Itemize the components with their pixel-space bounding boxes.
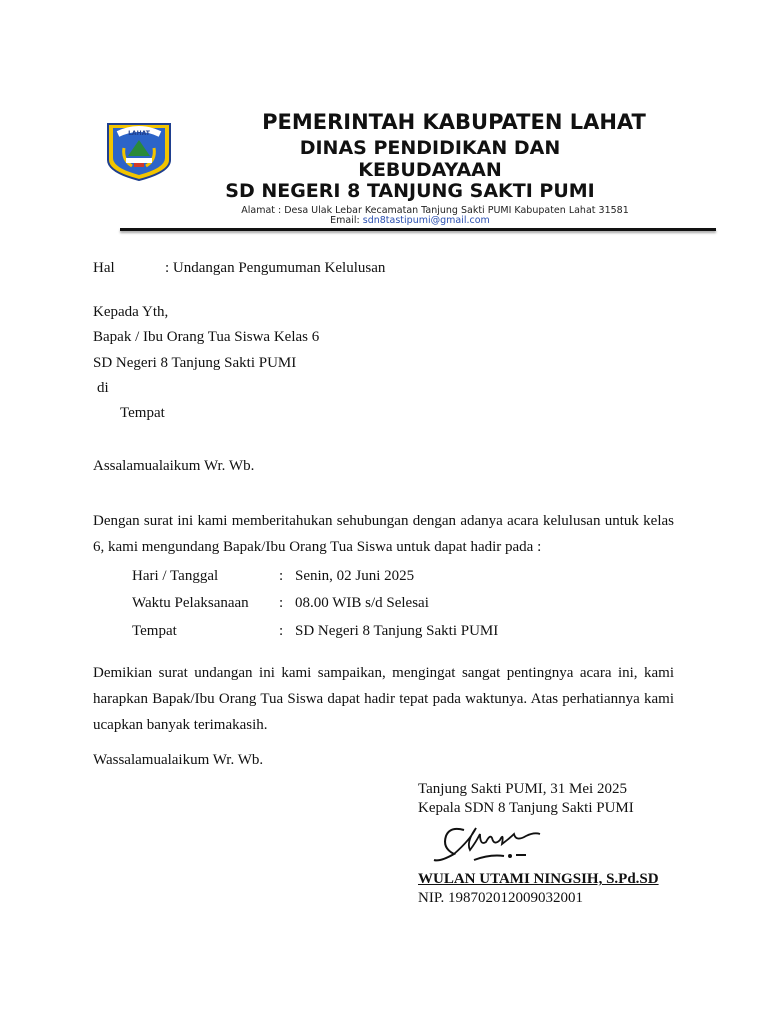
kop-school-name: SD NEGERI 8 TANJUNG SAKTI PUMI — [225, 180, 595, 202]
kop-government-line: PEMERINTAH KABUPATEN LAHAT — [262, 110, 646, 134]
signature-place-date: Tanjung Sakti PUMI, 31 Mei 2025 — [418, 781, 627, 797]
hal-label: Hal — [93, 260, 115, 276]
signatory-name: WULAN UTAMI NINGSIH, S.Pd.SD — [418, 871, 659, 887]
detail-value-date: Senin, 02 Juni 2025 — [295, 568, 415, 584]
recipient-line-3: SD Negeri 8 Tanjung Sakti PUMI — [93, 355, 297, 371]
kop-divider — [120, 228, 716, 231]
detail-label-place: Tempat — [132, 623, 177, 639]
greeting: Assalamualaikum Wr. Wb. — [93, 458, 255, 474]
body-paragraph-2: Demikian surat undangan ini kami sampaikan, mengingat sangat pentingnya acara ini, kami harapkan Bapak/Ibu Orang Tua Siswa dapat hadir tepat pada waktunya. Atas perhatiannya kami ucapkan banyak terimakasih. — [93, 665, 674, 733]
closing: Wassalamualaikum Wr. Wb. — [93, 752, 264, 768]
email-link[interactable]: sdn8tastipumi@gmail.com — [362, 215, 490, 226]
email-label: Email: — [330, 215, 360, 226]
handwritten-signature — [430, 820, 550, 868]
kop-email-line — [200, 215, 620, 226]
recipient-line-4: di — [97, 380, 109, 396]
signature-position: Kepala SDN 8 Tanjung Sakti PUMI — [418, 800, 634, 816]
detail-value-time: 08.00 WIB s/d Selesai — [295, 595, 429, 611]
regency-logo — [104, 120, 174, 182]
logo-text: LAHAT — [128, 130, 150, 137]
detail-sep-date: : — [279, 568, 284, 584]
kop-address: Alamat : Desa Ulak Lebar Kecamatan Tanjung Sakti PUMI Kabupaten Lahat 31581 — [241, 205, 629, 216]
recipient-line-2: Bapak / Ibu Orang Tua Siswa Kelas 6 — [93, 329, 320, 345]
detail-sep-place: : — [279, 623, 284, 639]
signatory-nip: NIP. 198702012009032001 — [418, 890, 584, 906]
hal-value: : Undangan Pengumuman Kelulusan — [165, 260, 386, 276]
kop-department-line: DINAS PENDIDIKAN DAN KEBUDAYAAN — [299, 137, 561, 181]
body-paragraph-1: Dengan surat ini kami memberitahukan sehubungan dengan adanya acara kelulusan untuk kelas 6, kami mengundang Bapak/Ibu Orang Tua Siswa untuk dapat hadir pada : — [93, 513, 674, 555]
detail-label-time: Waktu Pelaksanaan — [132, 595, 249, 611]
detail-value-place: SD Negeri 8 Tanjung Sakti PUMI — [295, 623, 499, 639]
detail-label-date: Hari / Tanggal — [132, 568, 219, 584]
detail-sep-time: : — [279, 595, 284, 611]
recipient-line-1: Kepada Yth, — [93, 304, 169, 320]
recipient-line-5: Tempat — [120, 405, 165, 421]
